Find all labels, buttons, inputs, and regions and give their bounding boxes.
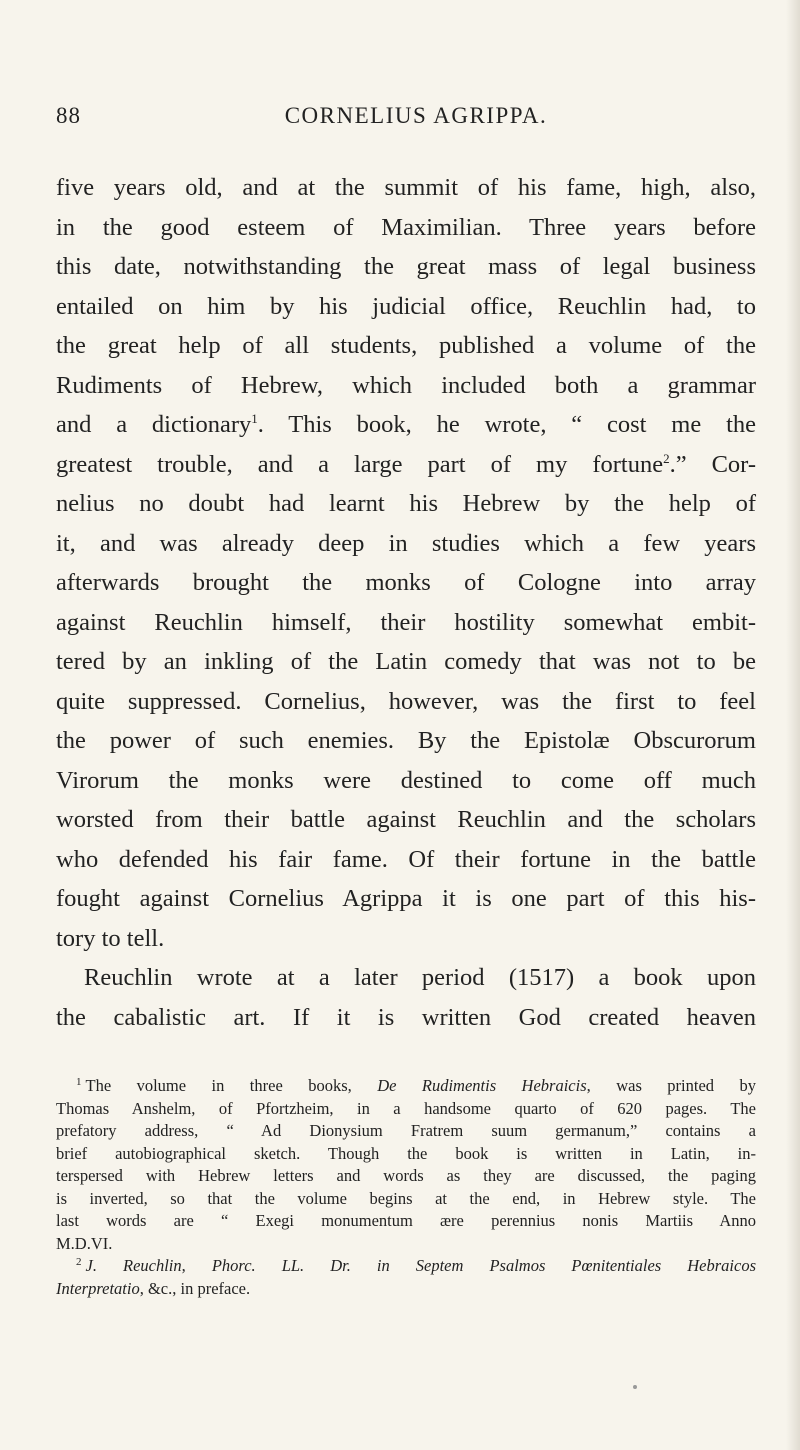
body-line: entailed on him by his judicial office, Reuchlin had, to [56, 292, 756, 320]
footnote-2-line: Interpretatio, &c., in preface. [56, 1278, 251, 1298]
page-edge-shadow [786, 0, 800, 1450]
footnote-1-line: last words are “ Exegi monumentum ære perennius nonis Martiis Anno [56, 1211, 756, 1230]
body-line: afterwards brought the monks of Cologne into array [56, 569, 756, 596]
body-line: tory to tell. [56, 924, 165, 952]
footnote-2-line: $^2$ J. Reuchlin, Phorc. LL. Dr. in Septem Psalmos Pœnitentiales Hebraicos [76, 1255, 757, 1275]
body-line: Virorum the monks were destined to come off much [56, 766, 756, 794]
footnote-ref-1[interactable]: 1 [251, 410, 258, 426]
body-line: the great help of all students, published a volume of the [56, 332, 756, 359]
footnote-2-mark: 2 [76, 1255, 82, 1268]
body-line: this date, notwithstanding the great mass of legal business [56, 253, 756, 280]
body-line: the cabalistic art. If it is written God created heaven [56, 1003, 756, 1031]
body-line: it, and was already deep in studies which a few years [56, 529, 756, 557]
body-line: nelius no doubt had learnt his Hebrew by the help of [56, 490, 756, 517]
page-header [56, 103, 746, 135]
body-line: fought against Cornelius Agrippa it is one part of this his- [56, 885, 756, 912]
body-line: Reuchlin wrote at a later period (1517) a book upon [84, 964, 756, 991]
body-line: five years old, and at the summit of his fame, high, also, [56, 174, 756, 201]
footnote-1-line: Thomas Anshelm, of Pfortzheim, in a handsome quarto of 620 pages. The [56, 1098, 756, 1118]
footnote-1-mark: 1 [76, 1075, 82, 1088]
footnotes [56, 1075, 756, 1300]
page-number: 88 [56, 103, 81, 128]
footnote-1-line: $^1$ The volume in three books, De Rudimentis Hebraicis, was printed by [76, 1075, 756, 1095]
body-line: worsted from their battle against Reuchlin and the scholars [56, 806, 756, 833]
running-head: CORNELIUS AGRIPPA. [284, 103, 548, 128]
body-line: Rudiments of Hebrew, which included both a grammar [56, 371, 756, 399]
body-line: quite suppressed. Cornelius, however, was the first to feel [56, 687, 756, 715]
footnote-1-line: M.D.VI. [56, 1233, 113, 1253]
body-line: against Reuchlin himself, their hostility somewhat embit- [56, 608, 756, 636]
body-text [56, 168, 756, 1037]
body-line: greatest trouble, and a large part of my fortune$^2$.” Cor- [56, 450, 757, 478]
body-line: who defended his fair fame. Of their fortune in the battle [56, 845, 756, 873]
body-line: and a dictionary$^1$. This book, he wrote, “ cost me the [56, 410, 756, 438]
footnote-1-line: brief autobiographical sketch. Though the book is written in Latin, in- [56, 1143, 756, 1163]
footnote-ref-2[interactable]: 2 [663, 450, 670, 466]
footnote-title: De Rudimentis Hebraicis [377, 1076, 587, 1095]
body-line: in the good esteem of Maximilian. Three years before [56, 213, 756, 241]
footnote-1-line: prefatory address, “ Ad Dionysium Fratrem suum germanum,” contains a [56, 1121, 756, 1140]
page-speck [633, 1385, 637, 1389]
footnote-1-line: terspersed with Hebrew letters and words as they are discussed, the paging [56, 1166, 756, 1185]
body-line: tered by an inkling of the Latin comedy that was not to be [56, 648, 756, 675]
footnote-1-line: is inverted, so that the volume begins at the end, in Hebrew style. The [56, 1188, 756, 1208]
body-line: the power of such enemies. By the Epistolæ Obscurorum [56, 727, 756, 754]
